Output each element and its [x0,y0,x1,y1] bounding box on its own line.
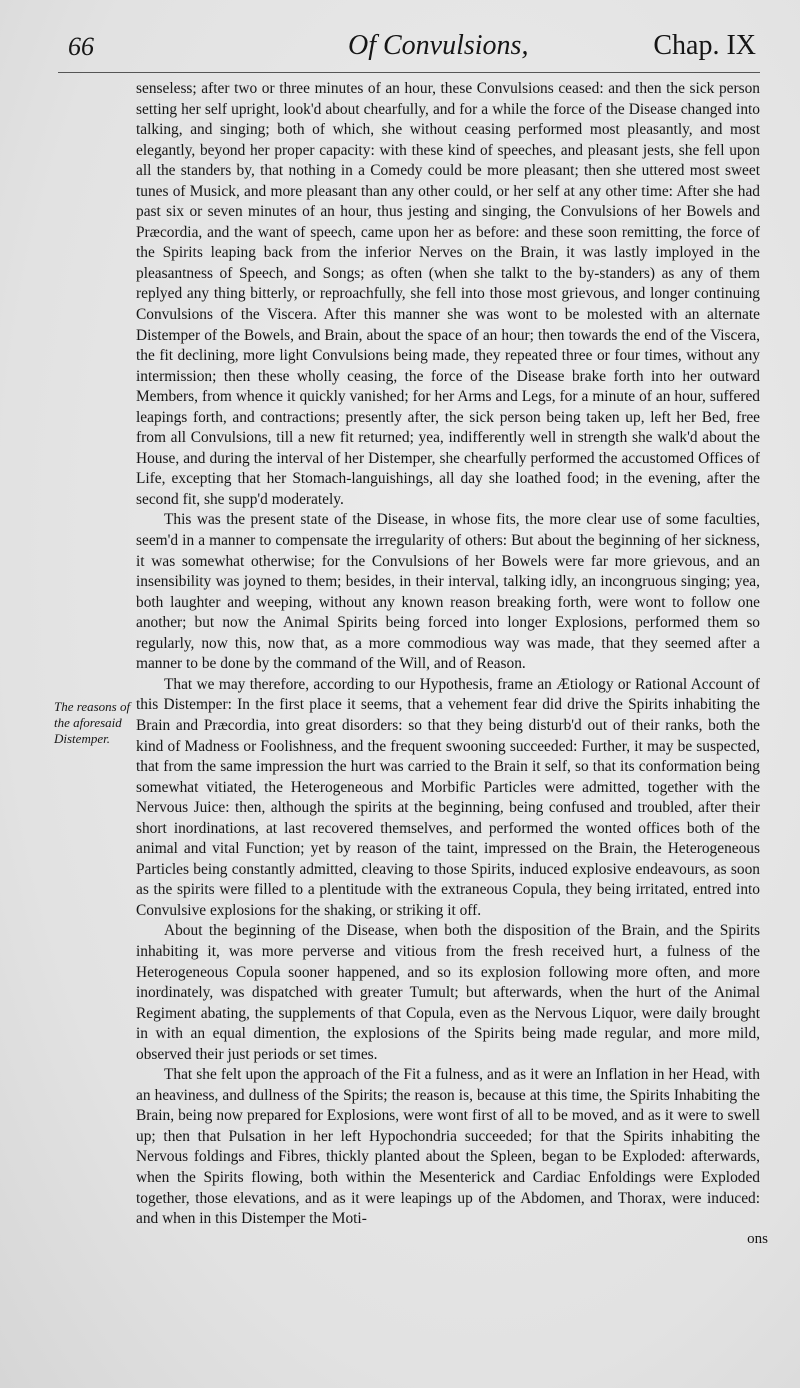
catchword: ons [747,1230,768,1247]
page-number: 66 [68,32,94,61]
running-head [58,28,760,73]
paragraph-4: About the beginning of the Disease, when both the disposition of the Brain, and the Spirits inhabiting it, was more perverse and vitious from the fresh received hurt, a fulness of the Heterogeneous Copula sooner happened, and so its explosion following more often, and more inordinately, was dispatched with greater Tumult; but afterwards, when the hurt of the Animal Regiment abating, the supplements of that Copula, even as the Nervous Liquor, were daily brought in with an equal dimention, the explosions of the Spirits being made regular, and more mild, observed their just periods or set times. [136,922,760,1063]
running-title: Of Convulsions, [348,30,529,61]
body-text-area [54,79,768,1248]
paragraph-5: That she felt upon the approach of the Fit a fulness, and as it were an Inflation in her Head, with an heaviness, and dullness of the Spirits; the reason is, because at this time, the Spirits Inhabiting the Brain, being now prepared for Explosions, were wont first of all to be moved, and as it were to swell up; then that Pulsation in her left Hypochondria succeeded; for that the Spirits inhabiting the Nervous foldings and Fibres, thickly planted about the Spleen, began to be Exploded: afterwards, when the Spirits flowing, both within the Mesenterick and Cardiac Enfoldings were Exploded together, those elevations, and as it were leapings up of the Abdomen, and Thorax, were induced: and when in this Distemper the Moti- [136,1066,760,1228]
paragraph-2: This was the present state of the Disease, in whose fits, the more clear use of some faculties, seem'd in a manner to compensate the irregularity of others: But about the beginning of her sickness, it was somewhat otherwise; for the Convulsions of her Bowels were far more grievous, and an insensibility was joyned to them; besides, in their interval, talking idly, an incongruous singing; yea, both laughter and weeping, without any known reason breaking forth, were wont to follow one another; but now the Animal Spirits being forced into longer Explosions, performed them so regularly, now this, now that, as a more commodious way was made, that they seemed after a manner to be done by the command of the Will, and of Reason. [136,511,760,673]
text-column [136,79,768,1248]
margin-note: The reasons of the aforesaid Distemper. [54,699,131,746]
paragraph-3: That we may therefore, according to our Hypothesis, frame an Ætiology or Rational Account of this Distemper: In the first place it seems, that a vehement fear did drive the Spirits inhabiting the Brain and Præcordia, into great disorders: so that they being disturb'd out of their ranks, both the kind of Madness or Foolishness, and the frequent swooning succeeded: Further, it may be suspected, that from the same impression the hurt was carried to the Brain it self, so that its conformation being somewhat vitiated, the Heterogeneous and Morbific Particles were admitted, together with the Nervous Juice: then, although the spirits at the beginning, being confused and troubled, after their short inordinations, at last recovered themselves, and performed the wonted offices both of the animal and vital Function; yet by reason of the taint, impressed on the Brain, the Heterogeneous Particles being constantly admitted, cleaving to those Spirits, induced explosive endeavours, as soon as the spirits were filled to a plentitude with the extraneous Copula, they being irritated, entred into Convulsive explosions for the shaking, or striking it off. [136,675,760,919]
chapter-label: Chap. IX [653,30,756,61]
paragraph-1: senseless; after two or three minutes of an hour, these Convulsions ceased: and then the sick person setting her self upright, look'd about chearfully, and for a while the force of the Disease changed into talking, and singing; both of which, she without ceasing performed most pleasantly, and most elegantly, beyond her proper capacity: with these kind of speeches, and pleasant jests, she fell upon all the standers by, that nothing in a Comedy could be more pleasant; then she uttered most sweet tunes of Musick, and more pleasant than any other could, or her self at any other time: After she had past six or seven minutes of an hour, thus jesting and singing, the Convulsions of her Bowels and Præcordia, and the want of speech, came upon her as before: and these soon remitting, the force of the Spirits leaping back from the inferior Nerves on the Brain, it was lastly imployed in the pleasantness of Speech, and Songs; as often (when she talkt to the by-standers) as any of them replyed any thing bitterly, or reproachfully, she fell into those most grievous, and longer continuing Convulsions of the Viscera. After this manner she was wont to be molested with an alternate Distemper of the Bowels, and Brain, about the space of an hour; then towards the end of the Viscera, the fit declining, more light Convulsions being made, they repeated three or four times, without any intermission; then these wholly ceasing, the force of the Disease brake forth into her outward Members, from whence it quickly vanished; for her Arms and Legs, for a minute of an hour, suffered leapings forth, and contractions; presently after, the sick person being taken up, left her Bed, free from all Convulsions, till a new fit returned; yea, indifferently well in strength she walk'd about the House, and during the interval of her Distemper, she chearfully performed the accustomed Offices of Life, excepting that her Stomach-languishings, all day she loathed food; in the evening, after the second fit, she supp'd moderately. [136,80,760,508]
